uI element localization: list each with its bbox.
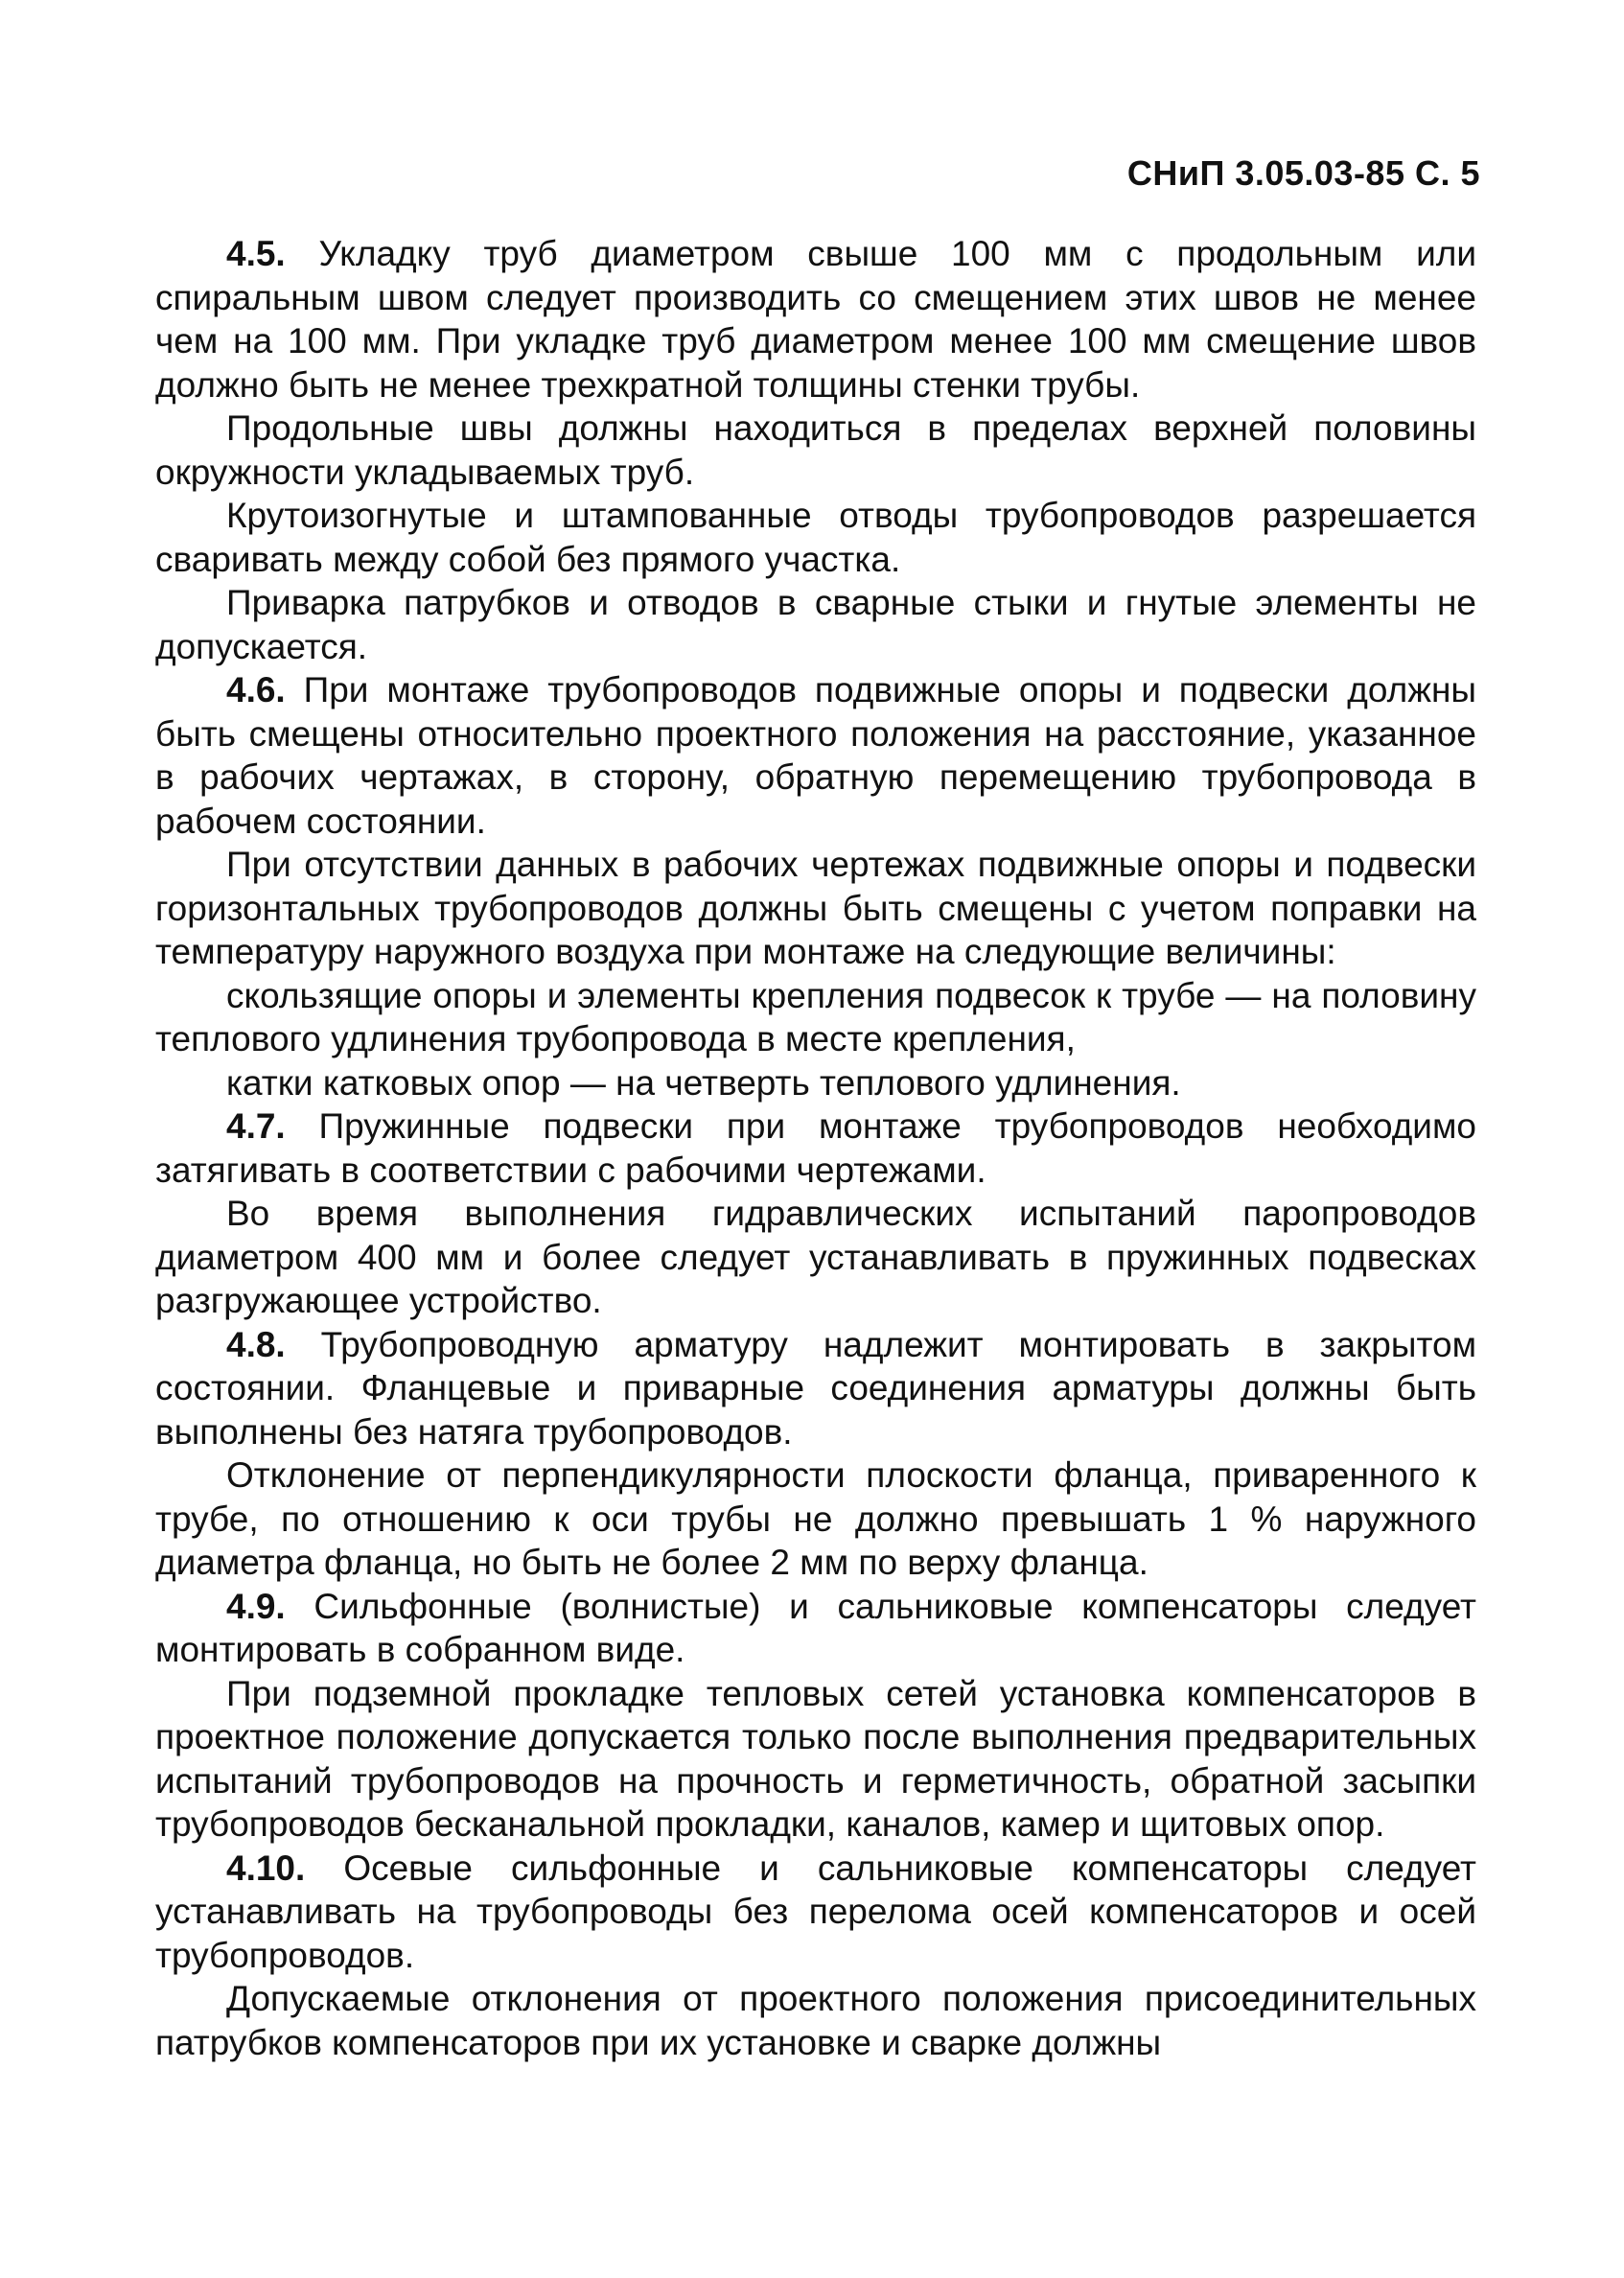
paragraph-text: Укладку труб диаметром свыше 100 мм с продольным или спиральным швом следует производить со смещением этих швов не менее чем на 100 мм. При укладке труб диаметром менее 100 мм смещение швов должно быть не менее трехкратной толщины стенки трубы. bbox=[155, 234, 1476, 405]
paragraph-text: Пружинные подвески при монтаже трубопроводов необходимо затягивать в соответствии с рабочими чертежами. bbox=[155, 1106, 1476, 1190]
paragraph-4-8 bbox=[155, 1323, 1476, 1454]
document-body bbox=[155, 232, 1476, 2064]
paragraph bbox=[155, 1453, 1476, 1585]
paragraph-text: скользящие опоры и элементы крепления подвесок к трубе — на половину теплового удлинения трубопровода в месте крепления, bbox=[155, 975, 1476, 1058]
paragraph-text: Сильфонные (волнистые) и сальниковые компенсаторы следует монтировать в собранном виде. bbox=[155, 1586, 1476, 1669]
paragraph-text: Допускаемые отклонения от проектного положения присоединительных патрубков компенсаторов при их установке и сварке должны bbox=[155, 1979, 1476, 2062]
paragraph-4-9 bbox=[155, 1585, 1476, 1672]
paragraph-text: Отклонение от перпендикулярности плоскости фланца, приваренного к трубе, по отношению к оси трубы не должно превышать 1 % наружного диаметра фланца, но быть не более 2 мм по верху фланца. bbox=[155, 1455, 1476, 1582]
clause-number: 4.6. bbox=[226, 670, 286, 709]
paragraph bbox=[155, 1672, 1476, 1847]
paragraph-4-7 bbox=[155, 1104, 1476, 1192]
paragraph-text: Приварка патрубков и отводов в сварные стыки и гнутые элементы не допускается. bbox=[155, 583, 1476, 666]
paragraph bbox=[155, 581, 1476, 668]
paragraph bbox=[155, 407, 1476, 494]
page-header: СНиП 3.05.03-85 С. 5 bbox=[1126, 153, 1480, 193]
paragraph bbox=[155, 974, 1476, 1061]
paragraph bbox=[155, 1061, 1476, 1105]
paragraph-text: Продольные швы должны находиться в пределах верхней половины окружности укладываемых труб. bbox=[155, 408, 1476, 492]
clause-number: 4.7. bbox=[226, 1106, 286, 1146]
paragraph-text: При монтаже трубопроводов подвижные опоры и подвески должны быть смещены относительно проектного положения на расстояние, указанное в рабочих чертажах, в сторону, обратную перемещению трубопровода в рабочем состоянии. bbox=[155, 670, 1476, 841]
paragraph-text: При отсутствии данных в рабочих чертежах подвижные опоры и подвески горизонтальных трубопроводов должны быть смещены с учетом поправки на температуру наружного воздуха при монтаже на следующие величины: bbox=[155, 845, 1476, 971]
paragraph-text: При подземной прокладке тепловых сетей установка компенсаторов в проектное положение допускается только после выполнения предварительных испытаний трубопроводов на прочность и герметичность, обратной засыпки трубопроводов бесканальной прокладки, каналов, камер и щитовых опор. bbox=[155, 1673, 1476, 1844]
paragraph bbox=[155, 843, 1476, 974]
paragraph bbox=[155, 1977, 1476, 2064]
clause-number: 4.9. bbox=[226, 1586, 286, 1626]
paragraph-text: Трубопроводную арматуру надлежит монтировать в закрытом состоянии. Фланцевые и приварные соединения арматуры должны быть выполнены без натяга трубопроводов. bbox=[155, 1324, 1476, 1452]
paragraph bbox=[155, 1192, 1476, 1323]
clause-number: 4.5. bbox=[226, 234, 286, 273]
paragraph-4-5 bbox=[155, 232, 1476, 407]
clause-number: 4.10. bbox=[226, 1848, 306, 1888]
paragraph-4-6 bbox=[155, 668, 1476, 843]
paragraph-4-10 bbox=[155, 1847, 1476, 1978]
clause-number: 4.8. bbox=[226, 1324, 286, 1364]
paragraph-text: катки катковых опор — на четверть теплового удлинения. bbox=[226, 1062, 1181, 1103]
paragraph bbox=[155, 494, 1476, 581]
paragraph-text: Во время выполнения гидравлических испытаний паропроводов диаметром 400 мм и более следует устанавливать в пружинных подвесках разгружающее устройство. bbox=[155, 1194, 1476, 1320]
paragraph-text: Крутоизогнутые и штампованные отводы трубопроводов разрешается сваривать между собой без прямого участка. bbox=[155, 496, 1476, 579]
paragraph-text: Осевые сильфонные и сальниковые компенсаторы следует устанавливать на трубопроводы без перелома осей компенсаторов и осей трубопроводов. bbox=[155, 1848, 1476, 1975]
